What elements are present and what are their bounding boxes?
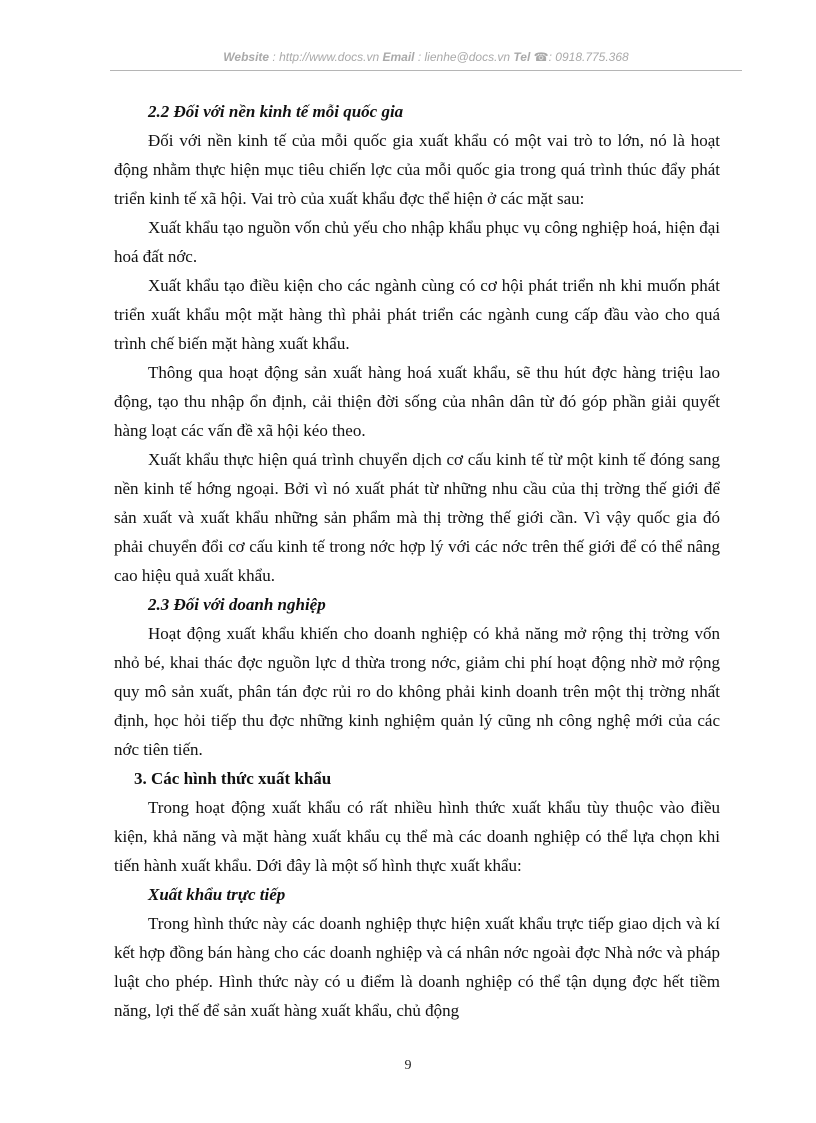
tel-label: Tel: [513, 50, 531, 64]
section-heading-3: 3. Các hình thức xuất khẩu: [134, 769, 332, 788]
paragraph: Xuất khẩu tạo nguồn vốn chủ yếu cho nhập khẩu phục vụ công nghiệp hoá, hiện đại hoá đất nớc.: [114, 218, 720, 266]
paragraph: Trong hoạt động xuất khẩu có rất nhiều hình thức xuất khẩu tùy thuộc vào điều kiện, khả năng và mặt hàng xuất khẩu cụ thể mà các doanh nghiệp có thể lựa chọn khi tiến hành xuất khẩu. Dới đây là một số hình thực xuất khẩu:: [114, 798, 720, 875]
website-label: Website: [223, 50, 270, 64]
section-heading-2-3: 2.3 Đối với doanh nghiệp: [148, 595, 326, 614]
section-heading-2-2: 2.2 Đối với nền kinh tế mỗi quốc gia: [148, 102, 404, 121]
tel-value: : 0918.775.368: [548, 50, 629, 64]
website-link[interactable]: : http://www.docs.vn: [272, 50, 380, 64]
paragraph: Hoạt động xuất khẩu khiến cho doanh nghiệp có khả năng mở rộng thị trờng vốn nhỏ bé, khai thác đợc nguồn lực d thừa trong nớc, giảm chi phí hoạt động nhờ mở rộng quy mô sản xuất, phân tán đợc rủi ro do không phải kinh doanh trên một thị trờng nhất định, học hỏi tiếp thu đợc những kinh nghiệm quản lý cũng nh công nghệ mới của các nớc tiên tiến.: [114, 624, 720, 759]
paragraph: Xuất khẩu thực hiện quá trình chuyển dịch cơ cấu kinh tế từ một kinh tế đóng sang nền kinh tế hớng ngoại. Bởi vì nó xuất phát từ những nhu cầu của thị trờng thế giới để sản xuất và xuất khẩu những sản phẩm mà thị trờng thế giới cần. Vì vậy quốc gia đó phải chuyển đổi cơ cấu kinh tế trong nớc hợp lý với các nớc trên thế giới để có thể nâng cao hiệu quả xuất khẩu.: [114, 450, 720, 585]
subsection-heading-direct-export: Xuất khẩu trực tiếp: [148, 885, 286, 904]
page-header: [112, 50, 740, 64]
paragraph: Xuất khẩu tạo điều kiện cho các ngành cùng có cơ hội phát triển nh khi muốn phát triển xuất khẩu một mặt hàng thì phải phát triển các ngành cung cấp đầu vào cho quá trình chế biến mặt hàng xuất khẩu.: [114, 276, 720, 353]
paragraph: Đối với nền kinh tế của mỗi quốc gia xuất khẩu có một vai trò to lớn, nó là hoạt động nhằm thực hiện mục tiêu chiến lợc của mỗi quốc gia trong quá trình thúc đẩy phát triển kinh tế xã hội. Vai trò của xuất khẩu đợc thể hiện ở các mặt sau:: [114, 131, 720, 208]
paragraph: Trong hình thức này các doanh nghiệp thực hiện xuất khẩu trực tiếp giao dịch và kí kết hợp đồng bán hàng cho các doanh nghiệp và cá nhân nớc ngoài đợc Nhà nớc và pháp luật cho phép. Hình thức này có u điểm là doanh nghiệp có thể tận dụng đợc hết tiềm năng, lợi thế để sản xuất hàng xuất khẩu, chủ động: [114, 914, 720, 1020]
header-divider: [110, 70, 742, 71]
email-link[interactable]: : lienhe@docs.vn: [417, 50, 511, 64]
email-label: Email: [382, 50, 415, 64]
document-body: [114, 97, 720, 1025]
page-number: 9: [404, 1058, 412, 1073]
paragraph: Thông qua hoạt động sản xuất hàng hoá xuất khẩu, sẽ thu hút đợc hàng triệu lao động, tạo thu nhập ổn định, cải thiện đời sống của nhân dân từ đó góp phần giải quyết hàng loạt các vấn đề xã hội kéo theo.: [114, 363, 720, 440]
phone-icon: ☎: [533, 50, 549, 64]
